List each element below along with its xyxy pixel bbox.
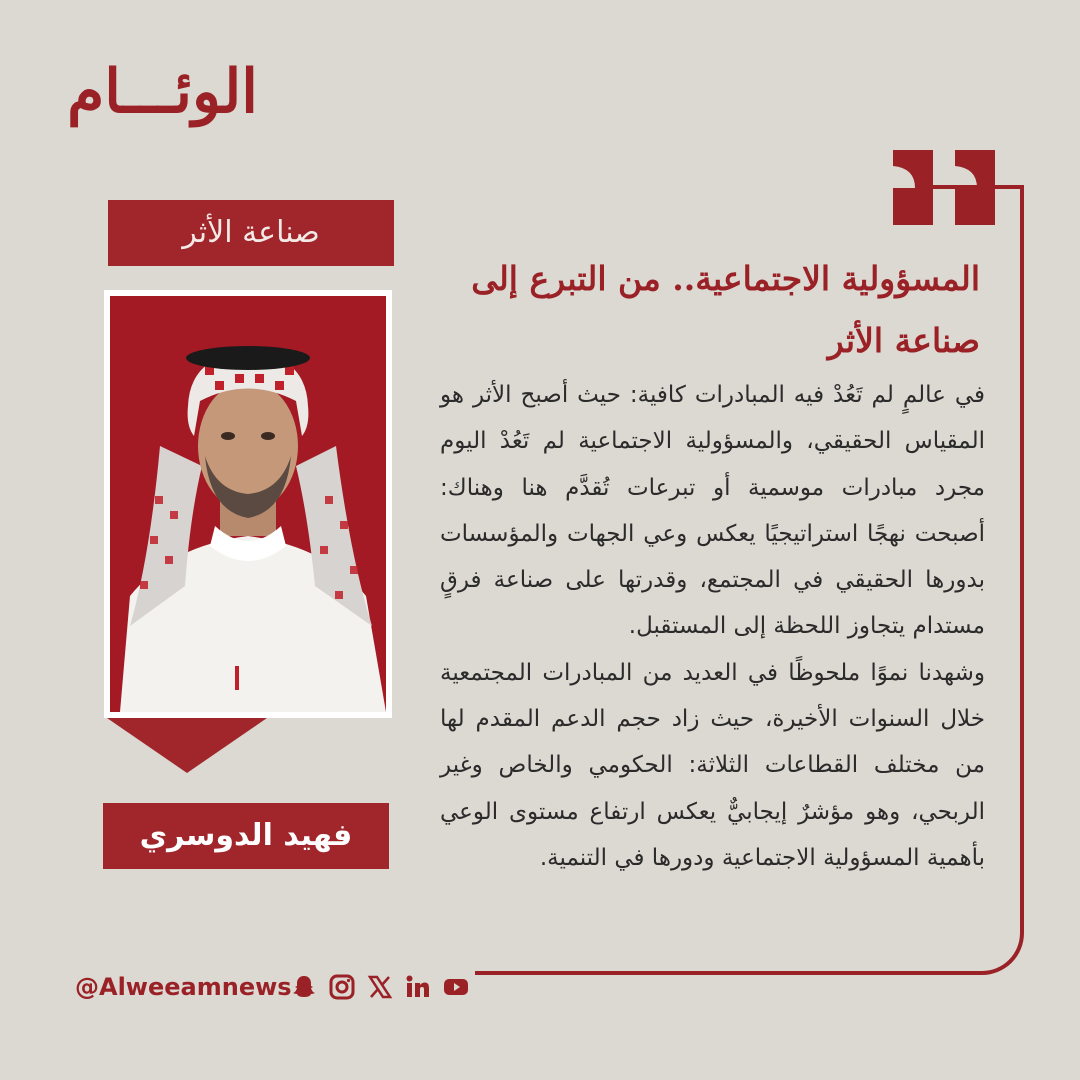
author-photo	[110, 296, 386, 712]
article-body	[440, 372, 985, 881]
frame-bottom-line	[475, 971, 945, 975]
author-name: فهيد الدوسري	[103, 803, 389, 869]
photo-pointer	[107, 718, 267, 773]
section-tag: صناعة الأثر	[108, 200, 394, 266]
author-portrait-illustration	[110, 296, 386, 712]
author-photo-frame	[104, 290, 392, 718]
author-column	[0, 0, 450, 1080]
social-handle[interactable]: @Alweeamnews	[75, 973, 292, 1001]
social-footer	[75, 965, 475, 1009]
x-icon[interactable]	[366, 973, 394, 1001]
quote-mark-icon	[885, 140, 1005, 230]
article-paragraph-2: وشهدنا نموًا ملحوظًا في العديد من المبادرات المجتمعية خلال السنوات الأخيرة، حيث زاد حجم الدعم المقدم لها من مختلف القطاعات الثلاثة: الحكومي والخاص وغير الربحي، وهو مؤشرٌ إيجابيٌّ يعكس ارتفاع مستوى الوعي بأهمية المسؤولية الاجتماعية ودورها في التنمية.	[440, 659, 985, 871]
article-paragraph-1: في عالمٍ لم تَعُدْ فيه المبادرات كافية: حيث أصبح الأثر هو المقياس الحقيقي، والمسؤولية الاجتماعية لم تَعُدْ اليوم مجرد مبادرات موسمية أو تبرعات تُقدَّم هنا وهناك: أصبحت نهجًا استراتيجيًا يعكس وعي الجهات والمؤسسات بدورها الحقيقي في المجتمع، وقدرتها على صناعة فرقٍ مستدام يتجاوز اللحظة إلى المستقبل.	[440, 382, 985, 640]
article-headline: المسؤولية الاجتماعية.. من التبرع إلى صناعة الأثر	[471, 259, 980, 360]
social-icons	[290, 973, 470, 1001]
brand-logo: الوئـــام	[67, 57, 258, 127]
instagram-icon[interactable]	[328, 973, 356, 1001]
linkedin-icon[interactable]	[404, 973, 432, 1001]
snapchat-icon[interactable]	[290, 973, 318, 1001]
youtube-icon[interactable]	[442, 973, 470, 1001]
